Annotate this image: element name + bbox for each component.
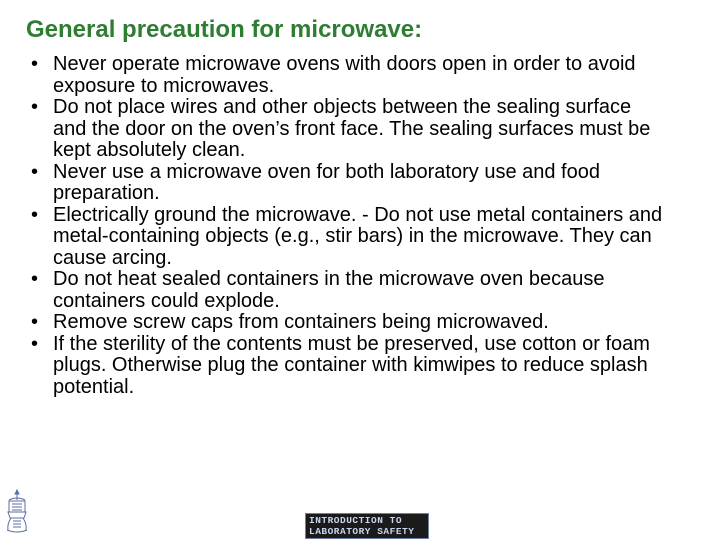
precaution-list <box>28 54 668 398</box>
list-item <box>28 97 668 162</box>
bullet-dot: • <box>31 311 39 333</box>
slide-title: General precaution for microwave: <box>26 16 423 43</box>
list-item-text: Do not heat sealed containers in the microwave oven because containers could explode. <box>53 268 605 312</box>
list-item <box>28 334 668 399</box>
list-item-text: Remove screw caps from containers being microwaved. <box>53 311 549 333</box>
list-item <box>28 54 668 97</box>
list-item-text: Never operate microwave ovens with doors open in order to avoid exposure to microwaves. <box>53 53 636 97</box>
bullet-dot: • <box>31 203 39 226</box>
list-item-text: Do not place wires and other objects between the sealing surface and the door on the oven’s front face. The sealing surfaces must be kept absolutely clean. <box>53 96 651 161</box>
list-item-text: Electrically ground the microwave. - Do not use metal containers and metal-containing objects (e.g., stir bars) in the microwave. They can cause arcing. <box>53 203 663 269</box>
list-item <box>28 205 668 270</box>
list-item-text: Never use a microwave oven for both laboratory use and food preparation. <box>53 160 600 204</box>
list-item <box>28 162 668 205</box>
bullet-dot: • <box>31 96 39 118</box>
list-item <box>28 269 668 312</box>
lab-safety-banner <box>305 513 429 539</box>
list-item <box>28 312 668 334</box>
list-item-text: If the sterility of the contents must be preserved, use cotton or foam plugs. Otherwise plug the container with kimwipes to reduce splash potential. <box>53 332 650 398</box>
bullet-dot: • <box>31 268 39 290</box>
banner-title-line2: LABORATORY SAFETY <box>309 526 415 537</box>
bullet-dot: • <box>31 332 39 355</box>
bullet-dot: • <box>31 53 39 75</box>
university-seal-icon <box>4 488 30 536</box>
banner-title-line1: INTRODUCTION TO <box>309 515 403 526</box>
bullet-dot: • <box>31 160 39 183</box>
